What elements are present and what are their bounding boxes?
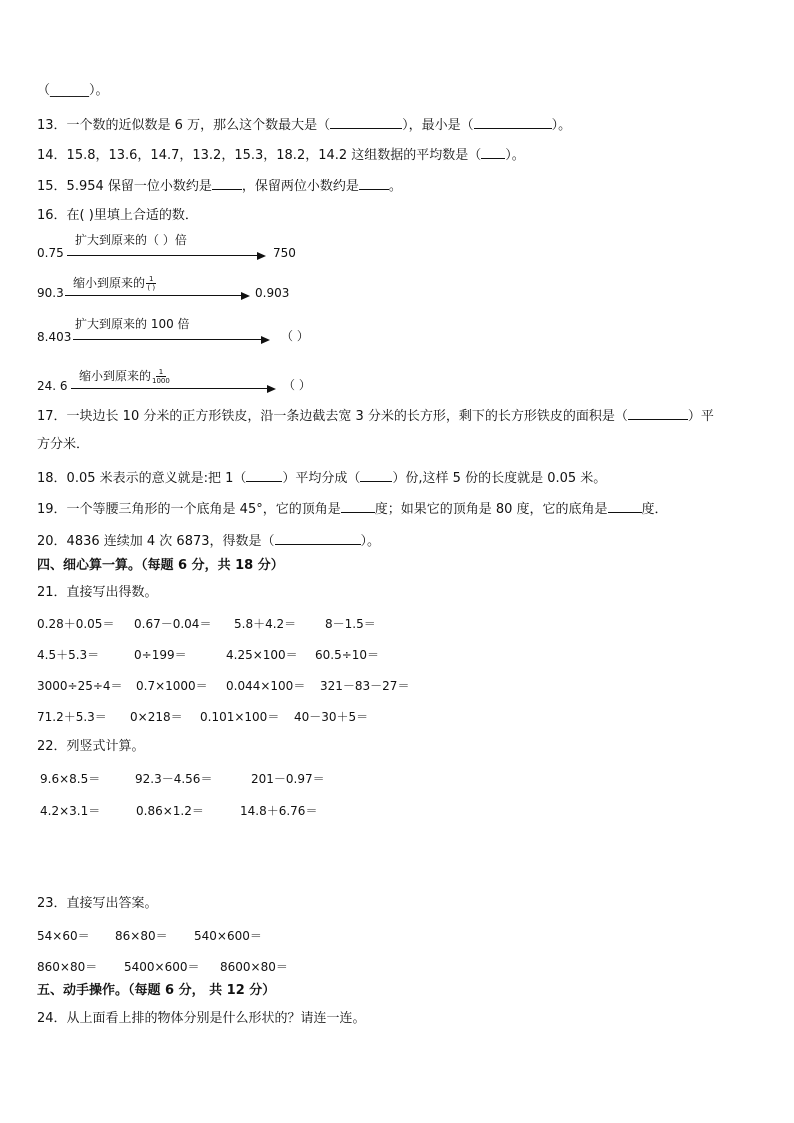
- section-5-heading: 五、动手操作。（每题 6 分， 共 12 分）: [37, 983, 276, 998]
- q13-blank-min[interactable]: [474, 116, 552, 129]
- q21-item: 0.7×1000＝: [136, 679, 208, 693]
- question-24: 24．从上面看上排的物体分别是什么形状的？请连一连。: [37, 1011, 366, 1026]
- q16-row-4: [37, 355, 337, 395]
- q15-text-b: ，保留两位小数约是: [241, 179, 359, 194]
- question-14: [37, 146, 525, 164]
- q13-text-c: ）。: [551, 118, 572, 133]
- question-20: [37, 532, 380, 550]
- q15-text-c: 。: [388, 179, 402, 194]
- question-15: [37, 177, 402, 195]
- q15-blank-2[interactable]: [359, 177, 389, 190]
- q15-text-a: 15．5.954 保留一位小数约是: [37, 179, 212, 194]
- q23-item: 5400×600＝: [124, 960, 200, 974]
- q19-blank-1[interactable]: [341, 500, 375, 513]
- q14-text-a: 14．15.8，13.6，14.7，13.2，15.3，18.2，14.2 这组数据的平均数是（: [37, 148, 482, 163]
- q21-item: 71.2＋5.3＝: [37, 710, 107, 724]
- q21-item: 0×218＝: [130, 710, 183, 724]
- q16-row-3-start: 8.403: [37, 330, 72, 344]
- q16-row-3-arrow: [73, 339, 261, 340]
- q21-item: 3000÷25÷4＝: [37, 679, 123, 693]
- q16-row-1-start: 0.75: [37, 246, 64, 260]
- q21-item: 0.28＋0.05＝: [37, 617, 115, 631]
- q22-item: 0.86×1.2＝: [136, 804, 204, 818]
- question-18: [37, 469, 606, 487]
- question-16: 16．在( )里填上合适的数．: [37, 208, 198, 223]
- q19-text-b: 度；如果它的顶角是 80 度，它的底角是: [374, 502, 608, 517]
- q16-row-1-result: 750: [273, 246, 296, 260]
- q16-row-1-arrow: [67, 255, 257, 256]
- q16-row-3: [37, 306, 307, 346]
- q21-item: 0.044×100＝: [226, 679, 306, 693]
- q14-blank[interactable]: [481, 146, 505, 159]
- q16-row-4-result[interactable]: （ ）: [283, 378, 311, 392]
- q18-blank-1[interactable]: [246, 469, 282, 482]
- q16-row-4-label-text: 缩小到原来的: [79, 369, 152, 383]
- q12-tail: （______）。: [37, 83, 109, 98]
- arrow-head-icon: [261, 336, 270, 344]
- fraction-denominator[interactable]: ( ): [147, 284, 156, 292]
- q21-item: 0÷199＝: [134, 648, 187, 662]
- q19-text-c: 度．: [641, 502, 668, 517]
- q21-item: 0.67－0.04＝: [134, 617, 212, 631]
- q16-row-4-arrow: [71, 388, 267, 389]
- q23-item: 8600×80＝: [220, 960, 288, 974]
- q23-item: 86×80＝: [115, 929, 168, 943]
- question-19: [37, 500, 668, 518]
- q19-blank-2[interactable]: [608, 500, 642, 513]
- q21-item: 321－83－27＝: [320, 679, 410, 693]
- q22-item: 14.8＋6.76＝: [240, 804, 318, 818]
- q18-text-b: ）平均分成（: [282, 471, 361, 486]
- q16-row-2: [37, 262, 297, 302]
- q23-title: 23．直接写出答案。: [37, 896, 158, 911]
- q21-title: 21．直接写出得数。: [37, 585, 158, 600]
- q16-row-1-label: 扩大到原来的（ ）倍: [75, 233, 187, 247]
- q16-row-2-arrow: [65, 295, 241, 296]
- q21-item: 60.5÷10＝: [315, 648, 380, 662]
- q13-text-a: 13．一个数的近似数是 6 万，那么这个数最大是（: [37, 118, 331, 133]
- q22-item: 4.2×3.1＝: [40, 804, 101, 818]
- arrow-head-icon: [267, 385, 276, 393]
- section-4-heading: 四、细心算一算。（每题 6 分，共 18 分）: [37, 558, 284, 573]
- q13-text-b: ），最小是（: [402, 118, 474, 133]
- q23-item: 860×80＝: [37, 960, 98, 974]
- q19-text-a: 19．一个等腰三角形的一个底角是 45°，它的顶角是: [37, 502, 341, 517]
- q20-text-b: ）。: [360, 534, 381, 549]
- fraction-numerator: 1: [146, 275, 156, 284]
- q16-row-2-label-text: 缩小到原来的: [73, 276, 146, 290]
- q22-item: 201－0.97＝: [251, 772, 325, 786]
- q17-text-a: 17．一块边长 10 分米的正方形铁皮，沿一条边截去宽 3 分米的长方形，剩下的长方形铁皮的面积是（: [37, 409, 628, 424]
- q21-item: 5.8＋4.2＝: [234, 617, 297, 631]
- q16-row-4-start: 24. 6: [37, 379, 68, 393]
- q16-row-2-result: 0.903: [255, 286, 290, 300]
- q21-item: 8－1.5＝: [325, 617, 376, 631]
- arrow-head-icon: [241, 292, 250, 300]
- q16-row-2-fraction: [146, 275, 156, 292]
- q17-blank[interactable]: [628, 407, 688, 420]
- q23-item: 540×600＝: [194, 929, 262, 943]
- q20-blank[interactable]: [275, 532, 361, 545]
- arrow-head-icon: [257, 252, 266, 260]
- q16-row-3-label: 扩大到原来的 100 倍: [75, 317, 190, 331]
- q23-item: 54×60＝: [37, 929, 90, 943]
- q21-item: 4.25×100＝: [226, 648, 298, 662]
- q18-text-c: ）份,这样 5 份的长度就是 0.05 米。: [392, 471, 607, 486]
- q13-blank-max[interactable]: [330, 116, 402, 129]
- fraction-denominator: 1000: [152, 377, 170, 385]
- question-17: [37, 407, 714, 425]
- question-17-line-2: 方分米．: [37, 437, 90, 452]
- q15-blank-1[interactable]: [212, 177, 242, 190]
- q16-row-4-fraction: [152, 368, 170, 385]
- q18-blank-2[interactable]: [360, 469, 392, 482]
- q14-text-b: ）。: [505, 148, 525, 163]
- q16-row-2-label: [73, 274, 156, 292]
- fraction-numerator: 1: [156, 368, 166, 377]
- q18-text-a: 18．0.05 米表示的意义就是:把 1（: [37, 471, 247, 486]
- q21-item: 0.101×100＝: [200, 710, 280, 724]
- q20-text-a: 20．4836 连续加 4 次 6873，得数是（: [37, 534, 275, 549]
- q16-row-2-start: 90.3: [37, 286, 64, 300]
- q16-row-1: [37, 222, 296, 262]
- q17-text-b: ）平: [687, 409, 714, 424]
- q16-row-4-label: [79, 367, 170, 385]
- q16-row-3-result[interactable]: （ ）: [281, 329, 309, 343]
- q22-title: 22．列竖式计算。: [37, 739, 145, 754]
- question-13: [37, 116, 571, 134]
- q22-item: 92.3－4.56＝: [135, 772, 213, 786]
- q22-item: 9.6×8.5＝: [40, 772, 101, 786]
- q21-item: 40－30＋5＝: [294, 710, 369, 724]
- q21-item: 4.5＋5.3＝: [37, 648, 100, 662]
